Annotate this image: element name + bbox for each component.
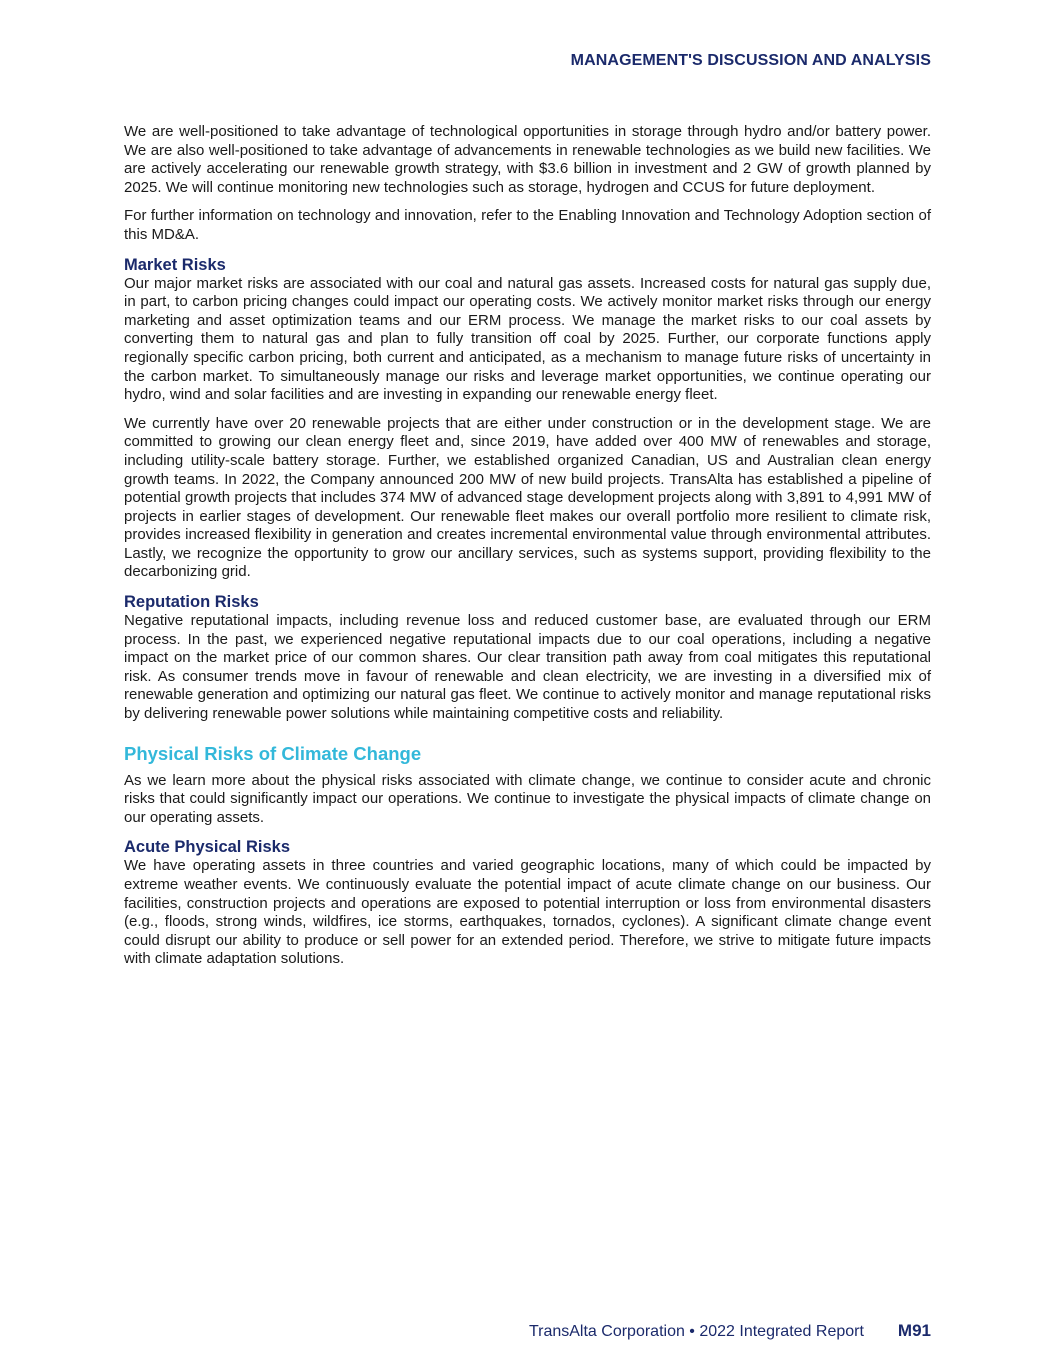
report-name: TransAlta Corporation • 2022 Integrated Report (528, 1323, 864, 1340)
physical-risks-paragraph: As we learn more about the physical risks associated with climate change, we continue to consider acute and chronic risks that could significantly impact our operations. We continue to investigate the physical impacts of climate change on our operating assets. (124, 771, 931, 826)
market-risks-paragraph-1: Our major market risks are associated with our coal and natural gas assets. Increased costs for natural gas supply due, in part, to carbon pricing changes could impact our operating costs. We actively monitor market risks through our energy marketing and asset optimization teams and our ERM process. We manage the market risks to our coal assets by converting them to natural gas and plan to fully transition off coal by 2025. Further, our corporate functions apply regionally specific carbon pricing, both current and anticipated, as a mechanism to manage future risks of uncertainty in the carbon market. To simultaneously manage our risks and leverage market opportunities, we continue operating our hydro, wind and solar facilities and are investing in expanding our renewable energy fleet. (124, 274, 931, 404)
physical-risks-heading: Physical Risks of Climate Change (124, 742, 422, 764)
page-footer (529, 1321, 931, 1341)
acute-physical-risks-heading: Acute Physical Risks (124, 838, 290, 857)
running-header: MANAGEMENT'S DISCUSSION AND ANALYSIS (570, 52, 931, 69)
market-risks-paragraph-2: We currently have over 20 renewable projects that are either under construction or in the development stage. We are committed to growing our clean energy fleet and, since 2019, have added over 400 MW of renewables and storage, including utility-scale battery storage. Further, we established organized Canadian, US and Australian clean energy growth teams. In 2022, the Company announced 200 MW of new build projects. TransAlta has established a pipeline of potential growth projects that includes 374 MW of advanced stage development projects along with 3,891 to 4,991 MW of projects in earlier stages of development. Our renewable fleet makes our overall portfolio more resilient to climate risk, provides increased flexibility in generation and creates incremental environmental value through environmental attributes. Lastly, we recognize the opportunity to grow our ancillary services, such as systems support, providing flexibility to the decarbonizing grid. (124, 414, 931, 581)
intro-paragraph-1: We are well-positioned to take advantage of technological opportunities in storage through hydro and/or battery power. We are also well-positioned to take advantage of advancements in renewable technologies as we build new facilities. We are actively accelerating our renewable growth strategy, with $3.6 billion in investment and 2 GW of growth planned by 2025. We will continue monitoring new technologies such as storage, hydrogen and CCUS for future deployment. (124, 123, 931, 196)
reputation-risks-heading: Reputation Risks (124, 593, 259, 612)
reputation-risks-paragraph: Negative reputational impacts, including revenue loss and reduced customer base, are evaluated through our ERM process. In the past, we experienced negative reputational impacts due to our coal operations, including a negative impact on the market price of our common shares. Our clear transition path away from coal mitigates this reputational risk. As consumer trends move in favour of renewable and clean electricity, we are investing in a diversified mix of renewable generation and optimizing our natural gas fleet. We continue to actively monitor and manage reputational risks by delivering renewable power solutions while maintaining competitive costs and reliability. (124, 612, 931, 723)
acute-physical-risks-paragraph: We have operating assets in three countries and varied geographic locations, many of which could be impacted by extreme weather events. We continuously evaluate the potential impact of acute climate change on our business. Our facilities, construction projects and operations are exposed to potential interruption or loss from environmental disasters (e.g., floods, strong winds, wildfires, ice storms, earthquakes, tornados, cyclones). A significant climate change event could disrupt our ability to produce or sell power for an extended period. Therefore, we strive to mitigate future impacts with climate adaptation solutions. (124, 857, 931, 968)
intro-paragraph-2: For further information on technology and innovation, refer to the Enabling Innovation and Technology Adoption section of this MD&A. (124, 207, 931, 243)
page-body (124, 123, 931, 979)
page-number: M91 (897, 1321, 931, 1340)
market-risks-heading: Market Risks (124, 255, 226, 274)
